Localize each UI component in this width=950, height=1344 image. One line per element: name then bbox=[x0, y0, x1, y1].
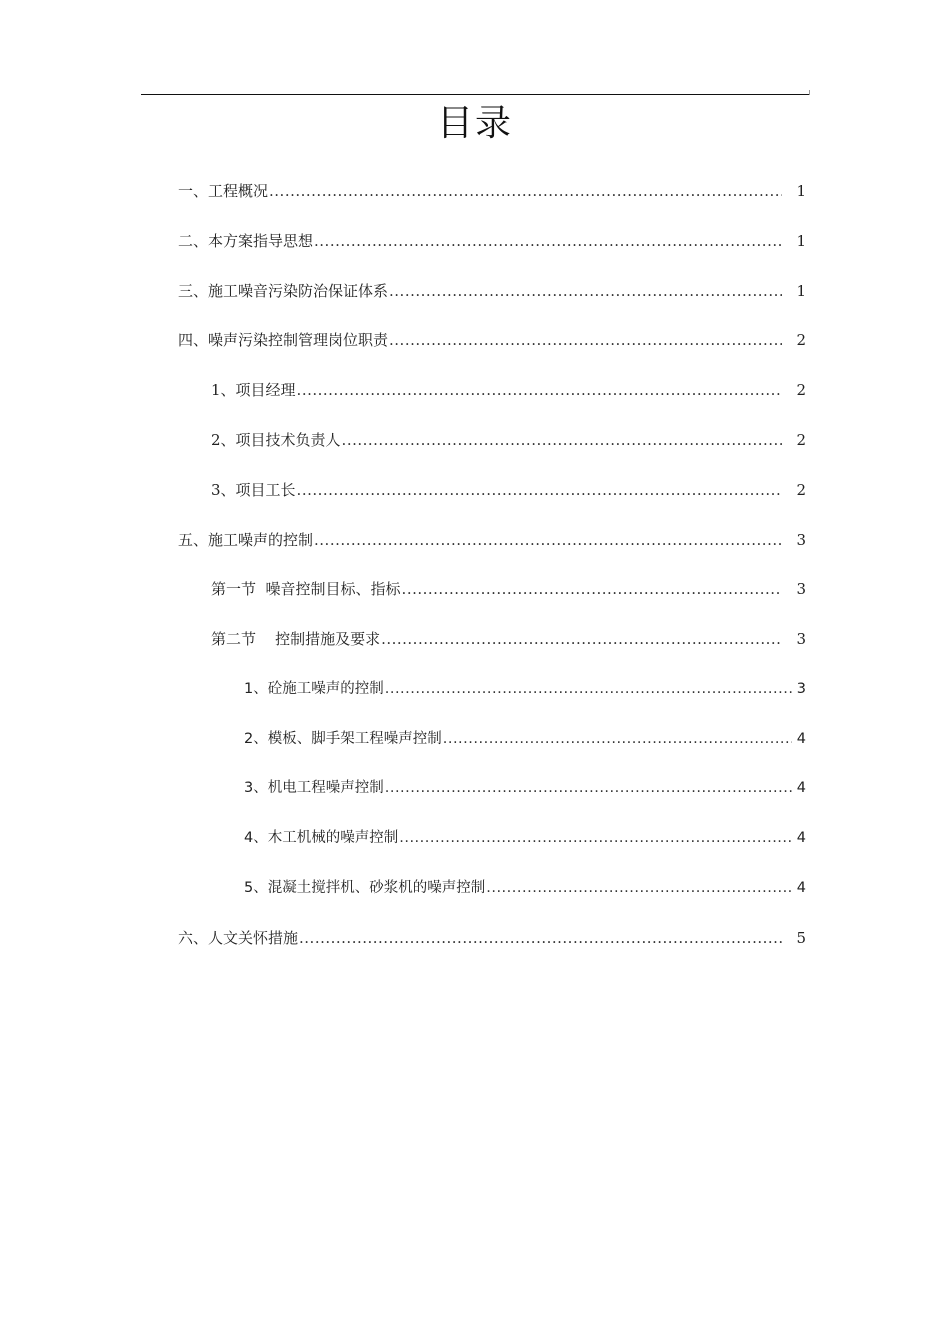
toc-entry-page: 2 bbox=[796, 381, 806, 399]
toc-entry[interactable] bbox=[211, 478, 806, 502]
toc-entry-page: 3 bbox=[796, 531, 806, 549]
toc-entry-label: 5、混凝土搅拌机、砂浆机的噪声控制 bbox=[244, 880, 486, 896]
toc-entry[interactable] bbox=[244, 826, 806, 850]
toc-dot-leader bbox=[399, 826, 792, 850]
toc-dot-leader bbox=[381, 627, 782, 651]
toc-entry-page: 2 bbox=[796, 331, 806, 349]
toc-entry-page: 4 bbox=[796, 780, 806, 796]
toc-entry-page: 2 bbox=[796, 431, 806, 449]
toc-dot-leader bbox=[314, 528, 782, 552]
toc-dot-leader bbox=[389, 328, 782, 352]
toc-entry[interactable] bbox=[178, 926, 806, 950]
header-rule-end-mark bbox=[809, 90, 810, 95]
toc-entry-page: 4 bbox=[796, 880, 806, 896]
toc-entry[interactable] bbox=[178, 179, 806, 203]
toc-entry-page: 1 bbox=[796, 232, 806, 250]
toc-entry[interactable] bbox=[244, 876, 806, 900]
toc-entry[interactable] bbox=[211, 577, 806, 601]
toc-entry-label: 二、本方案指导思想 bbox=[178, 232, 314, 250]
toc-entry-label: 3、项目工长 bbox=[211, 481, 296, 499]
toc-dot-leader bbox=[297, 478, 782, 502]
toc-entry-label: 一、工程概况 bbox=[178, 182, 269, 200]
toc-entry-page: 1 bbox=[796, 182, 806, 200]
toc-dot-leader bbox=[486, 876, 792, 900]
toc-entry-label: 2、项目技术负责人 bbox=[211, 431, 341, 449]
toc-entry-page: 1 bbox=[796, 282, 806, 300]
toc-entry[interactable] bbox=[178, 528, 806, 552]
toc-entry-label: 2、模板、脚手架工程噪声控制 bbox=[244, 731, 442, 747]
toc-entry-page: 3 bbox=[796, 580, 806, 598]
toc-entry-label: 1、项目经理 bbox=[211, 381, 296, 399]
toc-entry-label: 五、施工噪声的控制 bbox=[178, 531, 314, 549]
toc-entry[interactable] bbox=[244, 776, 806, 800]
toc-dot-leader bbox=[443, 727, 792, 751]
toc-dot-leader bbox=[299, 926, 782, 950]
toc-entry[interactable] bbox=[178, 279, 806, 303]
toc-entry-label: 4、木工机械的噪声控制 bbox=[244, 830, 399, 846]
toc-entry-page: 2 bbox=[796, 481, 806, 499]
toc-entry[interactable] bbox=[211, 378, 806, 402]
toc-entry[interactable] bbox=[244, 677, 806, 701]
toc-title: 目录 bbox=[436, 103, 513, 144]
toc-dot-leader bbox=[269, 179, 782, 203]
toc-dot-leader bbox=[297, 378, 782, 402]
toc-dot-leader bbox=[342, 428, 782, 452]
header-rule bbox=[141, 94, 809, 95]
toc-entry-label: 第二节 控制措施及要求 bbox=[211, 630, 381, 648]
toc-entry-label: 六、人文关怀措施 bbox=[178, 929, 299, 947]
toc-entry[interactable] bbox=[211, 428, 806, 452]
toc-entry[interactable] bbox=[178, 229, 806, 253]
toc-entry-label: 四、噪声污染控制管理岗位职责 bbox=[178, 331, 389, 349]
toc-entry[interactable] bbox=[211, 627, 806, 651]
toc-entry-page: 3 bbox=[796, 630, 806, 648]
toc-dot-leader bbox=[385, 776, 792, 800]
toc-entry-page: 4 bbox=[796, 731, 806, 747]
toc-dot-leader bbox=[389, 279, 782, 303]
toc-entry[interactable] bbox=[178, 328, 806, 352]
toc-entry-label: 第一节 噪音控制目标、指标 bbox=[211, 580, 401, 598]
toc-entry-page: 3 bbox=[796, 681, 806, 697]
toc-dot-leader bbox=[314, 229, 782, 253]
toc-entry-label: 3、机电工程噪声控制 bbox=[244, 780, 384, 796]
toc-entry-page: 4 bbox=[796, 830, 806, 846]
toc-entry-label: 三、施工噪音污染防治保证体系 bbox=[178, 282, 389, 300]
toc-entry[interactable] bbox=[244, 727, 806, 751]
toc-dot-leader bbox=[385, 677, 792, 701]
toc-entry-page: 5 bbox=[796, 929, 806, 947]
toc-dot-leader bbox=[402, 577, 782, 601]
toc-entry-label: 1、砼施工噪声的控制 bbox=[244, 681, 384, 697]
